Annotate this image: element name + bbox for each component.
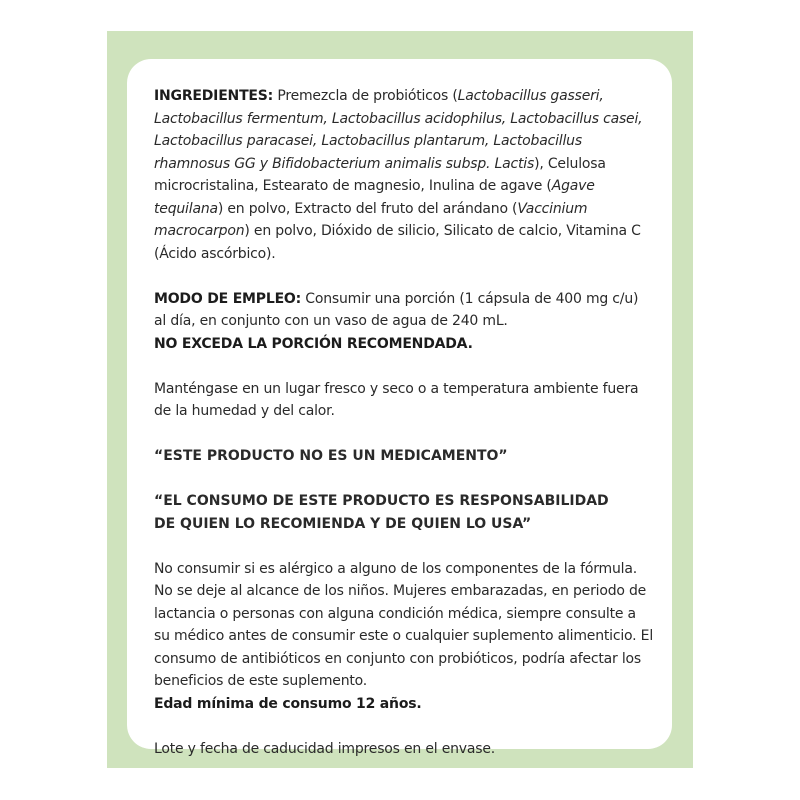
precautions-paragraph (154, 558, 654, 716)
probiotic-strains: Lactobacillus gasseri, Lactobacillus fermentum, Lactobacillus acidophilus, Lactobacillus casei, Lactobacillus paracasei, Lactobacillus plantarum, Lactobacillus rhamnosus GG y Bifidobacterium animalis subsp. Lactis (154, 88, 643, 172)
ingredients-label: INGREDIENTES: (154, 88, 274, 104)
agave-species: Agave tequilana (154, 178, 595, 217)
ingredients-text-1: Premezcla de probióticos ( (273, 88, 458, 104)
usage-label: MODO DE EMPLEO: (154, 290, 302, 307)
ingredients-text-3: ) en polvo, Extracto del fruto del arándano ( (217, 200, 518, 217)
not-medicine-notice: “ESTE PRODUCTO NO ES UN MEDICAMENTO” (154, 448, 508, 464)
usage-text: Consumir una porción (1 cápsula de 400 mg c/u) al día, en conjunto con un vaso de agua de 240 mL. (154, 290, 639, 329)
responsibility-notice (154, 490, 654, 535)
ingredients-text-2: ), Celulosa microcristalina, Estearato de magnesio, Inulina de agave ( (154, 155, 606, 194)
ingredients-paragraph (154, 85, 654, 265)
green-border-frame (107, 31, 693, 768)
label-card (127, 59, 672, 757)
responsibility-line-1: “EL CONSUMO DE ESTE PRODUCTO ES RESPONSABILIDAD (154, 493, 609, 509)
usage-warning: NO EXCEDA LA PORCIÓN RECOMENDADA. (154, 335, 473, 352)
responsibility-line-2: DE QUIEN LO RECOMIENDA Y DE QUIEN LO USA” (154, 515, 532, 532)
ingredients-text-4: ) en polvo, Dióxido de silicio, Silicato de calcio, Vitamina C (Ácido ascórbico). (154, 223, 641, 262)
precautions-text: No consumir si es alérgico a alguno de los componentes de la fórmula. No se deje al alcance de los niños. Mujeres embarazadas, en periodo de lactancia o personas con alguna condición médica, siempre consulte a su médico antes de consumir este o cualquier suplemento alimenticio. El consumo de antibióticos en conjunto con probióticos, podría afectar los beneficios de este suplemento. (154, 560, 654, 689)
storage-paragraph: Manténgase en un lugar fresco y seco o a temperatura ambiente fuera de la humedad y del calor. (154, 380, 639, 419)
cranberry-species: Vaccinium macrocarpon (154, 200, 588, 239)
lot-paragraph: Lote y fecha de caducidad impresos en el envase. (154, 740, 496, 757)
min-age-notice: Edad mínima de consumo 12 años. (154, 695, 422, 712)
usage-paragraph (154, 288, 654, 356)
label-content (154, 85, 654, 760)
